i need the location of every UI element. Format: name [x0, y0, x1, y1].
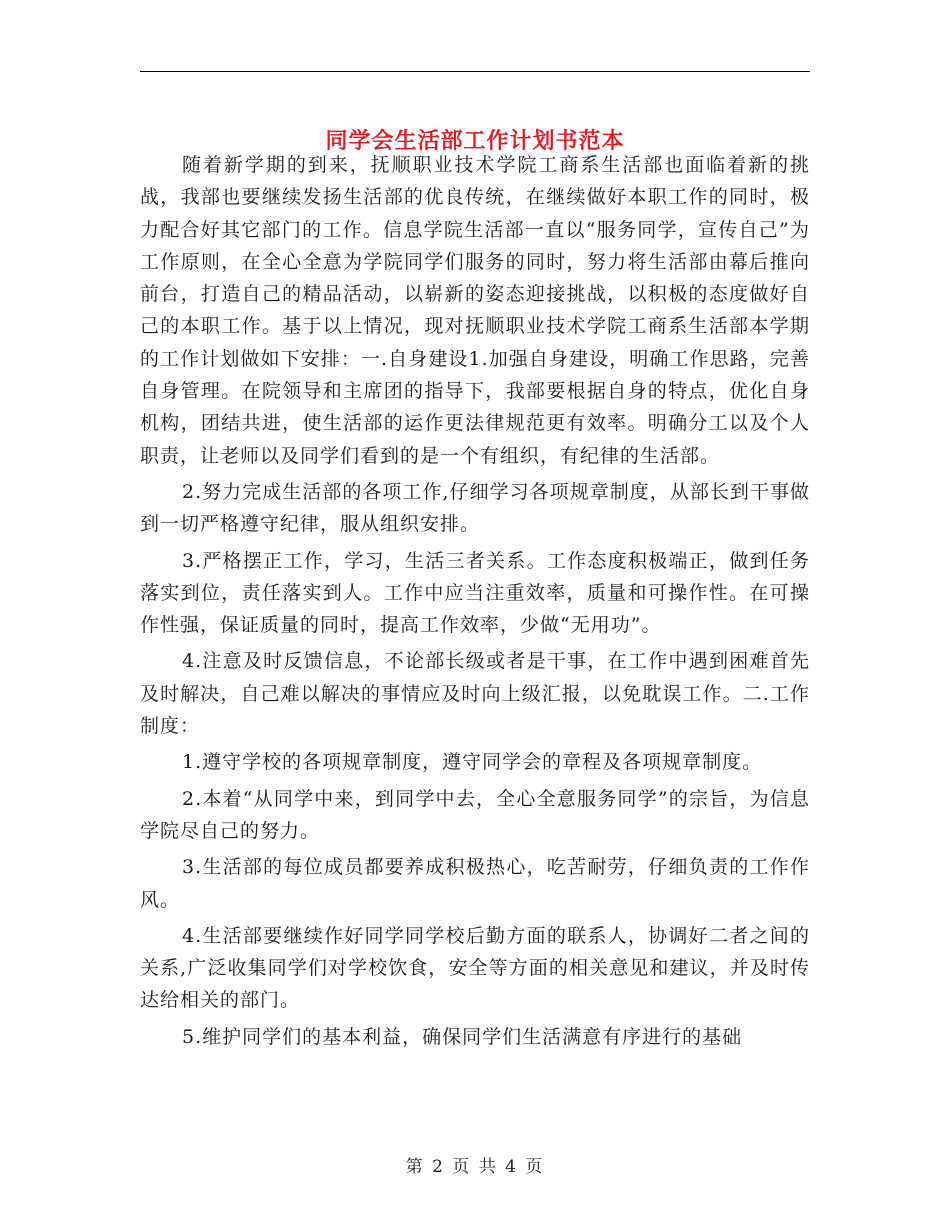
page-number: 第 2 页 共 4 页 — [405, 1157, 545, 1177]
paragraph: 随着新学期的到来，抚顺职业技术学院工商系生活部也面临着新的挑战，我部也要继续发扬生活部的优良传统，在继续做好本职工作的同时，极力配合好其它部门的工作。信息学院生活部一直以“服务同学，宣传自己”为工作原则，在全心全意为学院同学们服务的同时，努力将生活部由幕后推向前台，打造自己的精品活动，以崭新的姿态迎接挑战，以积极的态度做好自己的本职工作。基于以上情况，现对抚顺职业技术学院工商系生活部本学期的工作计划做如下安排：一.自身建设1.加强自身建设，明确工作思路，完善自身管理。在院领导和主席团的指导下，我部要根据自身的特点，优化自身机构，团结共进，使生活部的运作更法律规范更有效率。明确分工以及个人职责，让老师以及同学们看到的是一个有组织，有纪律的生活部。 — [140, 154, 810, 467]
paragraph: 2.本着“从同学中来，到同学中去，全心全意服务同学”的宗旨，为信息学院尽自己的努力。 — [140, 787, 810, 842]
paragraph: 1.遵守学校的各项规章制度，遵守同学会的章程及各项规章制度。 — [182, 751, 763, 774]
header-rule — [140, 71, 810, 72]
paragraph: 3.严格摆正工作，学习，生活三者关系。工作态度积极端正，做到任务落实到位，责任落实到人。工作中应当注重效率，质量和可操作性。在可操作性强，保证质量的同时，提高工作效率，少做“无用功”。 — [140, 549, 810, 637]
paragraph: 2.努力完成生活部的各项工作,仔细学习各项规章制度，从部长到干事做到一切严格遵守纪律，服从组织安排。 — [140, 480, 810, 536]
paragraph: 4.注意及时反馈信息，不论部长级或者是干事，在工作中遇到困难首先及时解决，自己难以解决的事情应及时向上级汇报，以免耽误工作。二.工作制度： — [140, 650, 810, 738]
document-title: 同学会生活部工作计划书范本 — [325, 127, 625, 154]
paragraph: 4.生活部要继续作好同学同学校后勤方面的联系人，协调好二者之间的关系,广泛收集同学们对学校饮食，安全等方面的相关意见和建议，并及时传达给相关的部门。 — [140, 924, 810, 1012]
paragraph: 5.维护同学们的基本利益，确保同学们生活满意有序进行的基础 — [182, 1025, 743, 1048]
document-body — [140, 149, 810, 1053]
paragraph: 3.生活部的每位成员都要养成积极热心，吃苦耐劳，仔细负责的工作作风。 — [140, 856, 810, 911]
